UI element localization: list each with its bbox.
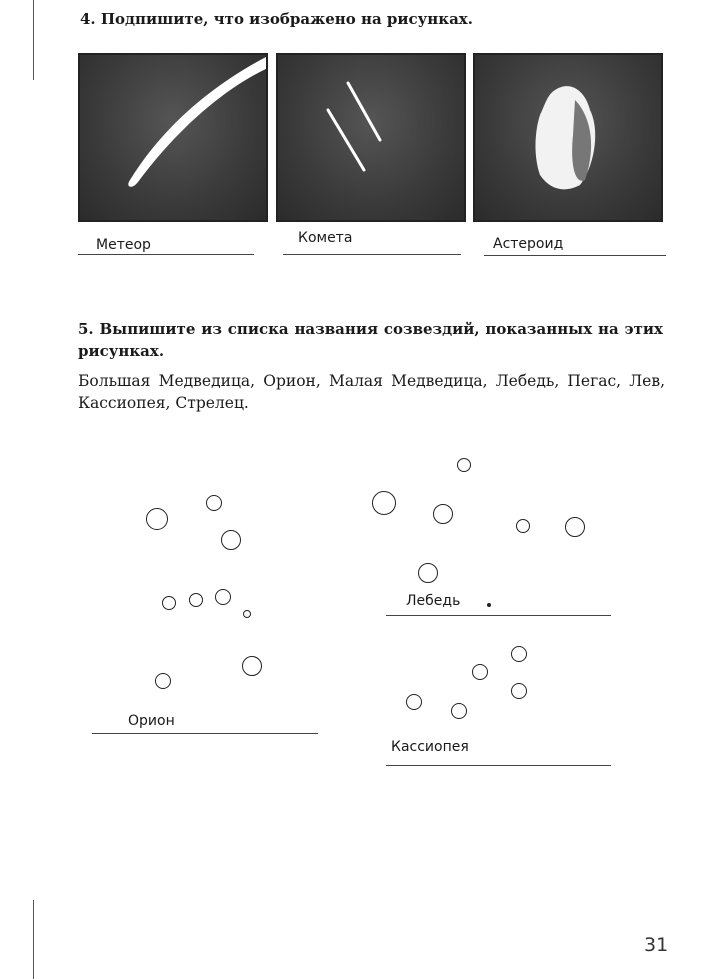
constellation-list: Большая Медведица, Орион, Малая Медведица, Лебедь, Пегас, Лев, Кассиопея, Стрелец. bbox=[78, 372, 665, 412]
task4-title: 4. Подпишите, что изображено на рисунках. bbox=[80, 10, 473, 28]
star bbox=[242, 656, 262, 676]
star bbox=[189, 593, 203, 607]
meteor-illustration bbox=[80, 55, 268, 222]
star bbox=[221, 530, 241, 550]
answer-asteroid: Астероид bbox=[493, 236, 564, 252]
star bbox=[433, 504, 453, 524]
star bbox=[511, 683, 527, 699]
answer-cygnus: Лебедь bbox=[406, 593, 461, 609]
margin-line bbox=[33, 900, 34, 979]
star bbox=[215, 589, 231, 605]
star bbox=[418, 563, 438, 583]
answer-line bbox=[92, 733, 318, 734]
answer-meteor: Метеор bbox=[96, 237, 151, 253]
star bbox=[162, 596, 176, 610]
star bbox=[155, 673, 171, 689]
star bbox=[511, 646, 527, 662]
meteor-picture bbox=[78, 53, 268, 222]
star bbox=[146, 508, 168, 530]
star bbox=[451, 703, 467, 719]
star bbox=[472, 664, 488, 680]
answer-comet: Комета bbox=[298, 230, 353, 246]
comet-illustration bbox=[278, 55, 466, 222]
answer-line bbox=[386, 765, 611, 766]
answer-line bbox=[78, 254, 254, 255]
asteroid-illustration bbox=[475, 55, 663, 222]
star bbox=[372, 491, 396, 515]
star bbox=[206, 495, 222, 511]
page-number: 31 bbox=[644, 934, 669, 956]
star bbox=[406, 694, 422, 710]
task5-title: 5. Выпишите из списка названия созвездий, показанных на этих рисунках. bbox=[78, 320, 663, 360]
answer-line bbox=[484, 255, 666, 256]
answer-cassiopeia: Кассиопея bbox=[391, 739, 469, 755]
margin-line bbox=[33, 0, 34, 80]
star bbox=[243, 610, 251, 618]
answer-orion: Орион bbox=[128, 713, 175, 729]
asteroid-picture bbox=[473, 53, 663, 222]
answer-line bbox=[283, 254, 461, 255]
star bbox=[516, 519, 530, 533]
star bbox=[457, 458, 471, 472]
dot bbox=[487, 603, 491, 607]
star bbox=[565, 517, 585, 537]
answer-line bbox=[386, 615, 611, 616]
comet-picture bbox=[276, 53, 466, 222]
